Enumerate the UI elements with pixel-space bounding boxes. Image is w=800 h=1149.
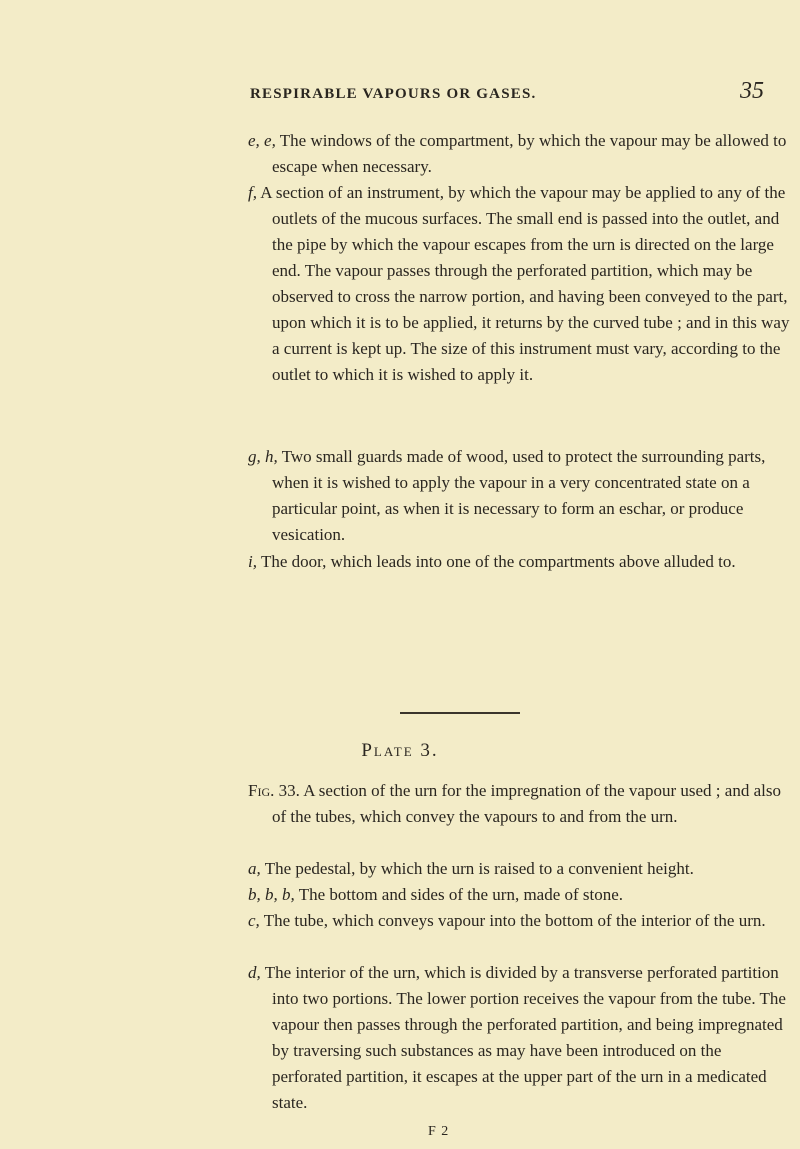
plate-entry-d: [248, 960, 792, 1116]
entry-text: The pedestal, by which the urn is raised to a convenient height.: [264, 859, 694, 878]
entry-text: The door, which leads into one of the compartments above alluded to.: [260, 552, 736, 571]
running-head: RESPIRABLE VAPOURS OR GASES.: [250, 86, 537, 102]
entry-text: The bottom and sides of the urn, made of stone.: [298, 885, 624, 904]
plate-entry-fig: [248, 778, 792, 830]
entry-key: e, e,: [248, 131, 276, 150]
entry-key: Fig. 33.: [248, 781, 300, 800]
entry-text: A section of an instrument, by which the vapour may be applied to any of the outlets of the mucous surfaces. The small end is passed into the outlet, and the pipe by which the vapour escapes from the urn is directed on the large end. The vapour passes through the perforated partition, which may be observed to cross the narrow portion, and having been conveyed to the part, upon which it is to be applied, it returns by the curved tube ; and in this way a current is kept up. The size of this instrument must vary, according to the outlet to which it is wished to apply it.: [260, 183, 790, 384]
entry-e: [248, 128, 792, 180]
entry-text: The interior of the urn, which is divided by a transverse perforated partition into two portions. The lower portion receives the vapour from the tube. The vapour then passes through the perforated partition, and being impregnated by traversing such substances as may have been introduced on the perforated partition, it escapes at the upper part of the urn in a medicated state.: [264, 963, 786, 1112]
entry-key: c,: [248, 911, 260, 930]
entry-text: Two small guards made of wood, used to protect the surrounding parts, when it is wished to apply the vapour in a very concentrated state on a particular point, as when it is necessary to form an eschar, or produce vesication.: [272, 447, 766, 544]
entry-key: g, h,: [248, 447, 278, 466]
entry-key: d,: [248, 963, 261, 982]
plate-heading: Plate 3.: [361, 740, 439, 761]
plate-entry-b: [248, 882, 792, 908]
entry-i: [248, 549, 792, 575]
entry-f: [248, 180, 792, 388]
page-number: 35: [740, 78, 764, 104]
entry-text: The windows of the compartment, by which the vapour may be allowed to escape when necessary.: [272, 131, 787, 176]
entry-key: b, b, b,: [248, 885, 295, 904]
entry-key: i,: [248, 552, 257, 571]
entry-text: The tube, which conveys vapour into the bottom of the interior of the urn.: [263, 911, 766, 930]
entry-key: f,: [248, 183, 257, 202]
plate-entry-c: [248, 908, 792, 934]
entry-text: A section of the urn for the impregnation of the vapour used ; and also of the tubes, which convey the vapours to and from the urn.: [272, 781, 781, 826]
entry-key: a,: [248, 859, 261, 878]
signature-mark: F 2: [428, 1124, 450, 1139]
section-divider: [400, 712, 520, 714]
entry-g-h: [248, 444, 792, 548]
plate-entry-a: [248, 856, 792, 882]
